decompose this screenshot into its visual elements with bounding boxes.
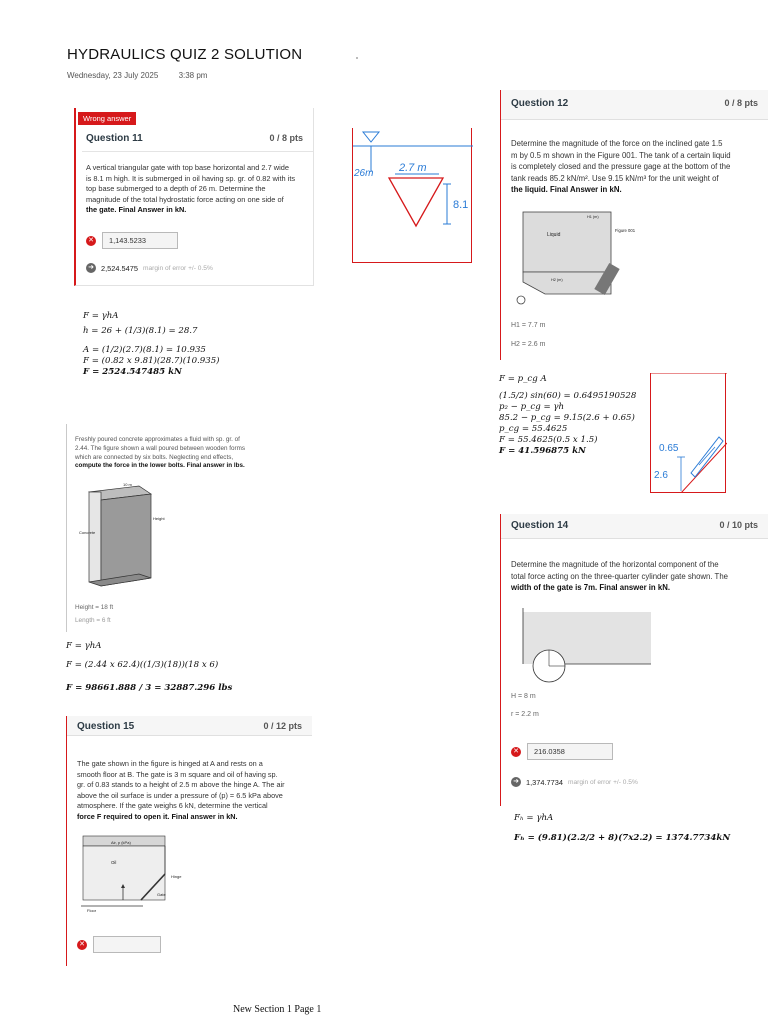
answer-input[interactable]: 216.0358: [527, 743, 613, 760]
question-points: 0 / 8 pts: [269, 133, 303, 143]
sketch-width-label: 2.7 m: [399, 162, 427, 174]
inclined-gate-sketch: [651, 373, 727, 493]
text-line: compute the force in the lower bolts. Final answer in lbs.: [75, 462, 245, 470]
oil-label: Oil: [111, 860, 117, 865]
text-line: above the oil surface is under a pressure of (p) = 6.5 kPa above: [77, 790, 283, 800]
q11-solution: [83, 311, 220, 378]
height-value: Height = 18 ft: [75, 604, 114, 611]
text-line: Determine the magnitude of the force on the inclined gate 1.5: [511, 139, 723, 148]
h-value: H = 8 m: [511, 693, 536, 700]
text-line: the liquid. Final Answer in kN.: [511, 185, 622, 195]
solution-result: F = 2524.547485 kN: [83, 367, 182, 377]
question-13-card: [66, 424, 306, 632]
text-line: The gate shown in the figure is hinged at A and rests on a: [77, 759, 263, 768]
question-11-card: [74, 108, 314, 286]
text-line: top base submerged to a depth of 26 m. Determine the: [86, 184, 266, 194]
text-line: is completely closed and the pressure gage at the bottom of the: [511, 162, 731, 172]
solution-line: p_cg = 55.4625: [499, 424, 568, 434]
question-points: 0 / 8 pts: [724, 98, 758, 108]
solution-line: p₂ − p_cg = γh: [499, 402, 565, 412]
tank-figure: [511, 202, 641, 307]
solution-result: Fₕ = (9.81)(2.2/2 + 8)(7x2.2) = 1374.7734kN: [514, 833, 731, 843]
margin-of-error: margin of error +/- 0.5%: [568, 778, 638, 786]
solution-line: F = 55.4625(0.5 x 1.5): [499, 435, 598, 445]
solution-line: F = p_cg A: [499, 374, 547, 384]
liquid-label: Liquid: [547, 232, 561, 238]
question-points: 0 / 12 pts: [263, 721, 302, 731]
question-14-card: [500, 514, 768, 806]
wrong-answer-tag: Wrong answer: [78, 112, 136, 125]
correct-answer-row: [86, 263, 213, 273]
r-value: r = 2.2 m: [511, 711, 539, 718]
solution-line: 85.2 − p_cg = 9.15(2.6 + 0.65): [499, 413, 635, 423]
question-title: Question 14: [511, 520, 569, 531]
your-answer-row: [86, 232, 178, 249]
q11-sketch: [352, 128, 472, 263]
text-line: which are connected by six bolts. Neglecting end effects,: [75, 453, 234, 461]
divider: [82, 151, 313, 152]
correct-answer: 1,374.7734: [526, 777, 563, 787]
floor-label: Floor: [87, 908, 97, 913]
length-value: Length = 6 ft: [75, 617, 111, 624]
sketch-b-label: 2.6: [654, 470, 668, 481]
time-text: 3:38 pm: [178, 71, 208, 80]
text-line: magnitude of the total hydrostatic force acting on one side of: [86, 194, 284, 204]
text-line: gr. of 0.83 stands to a height of 2.5 m above the hinge A. The air: [77, 780, 285, 790]
text-line: total force acting on the three-quarter cylinder gate shown. The: [511, 571, 728, 581]
wrong-x-icon: ✕: [511, 747, 521, 757]
text-line: is 8.1 m high. It is submerged in oil having sp. gr. of 0.82 with its: [86, 173, 296, 183]
concrete-label: Concrete: [79, 530, 96, 535]
text-line: smooth floor at B. The gate is 3 m square and oil of having sp.: [77, 769, 278, 779]
answer-input[interactable]: [93, 936, 161, 953]
text-line: atmosphere. If the gate weighs 6 kN, determine the vertical: [77, 801, 268, 811]
question-points: 0 / 10 pts: [719, 520, 758, 530]
figure-label: Figure 001: [615, 228, 636, 233]
h2-label: H2 (m): [551, 278, 563, 282]
solution-line: F = (0.82 x 9.81)(28.7)(10.935): [83, 356, 220, 366]
solution-result: F = 98661.888 / 3 = 32887.296 lbs: [66, 683, 233, 693]
gate-label: Gate: [157, 892, 166, 897]
q12-solution: [499, 374, 636, 457]
question-15-card: [66, 716, 312, 966]
q14-solution: [514, 813, 730, 844]
q13-solution: [66, 641, 232, 694]
solution-line: h = 26 + (1/3)(8.1) = 28.7: [83, 326, 198, 336]
arrow-right-icon: ➜: [86, 263, 96, 273]
sketch-a-label: 0.65: [659, 443, 679, 454]
text-line: 2.44. The figure shown a wall poured between wooden forms: [75, 444, 246, 452]
question-title: Question 11: [86, 133, 143, 144]
text-line: width of the gate is 7m. Final answer in kN.: [511, 583, 670, 593]
h1-label: H1 (m): [587, 215, 599, 219]
q12-sketch: [650, 373, 726, 493]
cylinder-gate-figure: [511, 608, 651, 686]
question-text: [511, 138, 731, 196]
date-text: Wednesday, 23 July 2025: [67, 71, 159, 80]
text-line: the gate. Final Answer in kN.: [86, 205, 187, 215]
sketch-depth-label: 26m: [354, 168, 374, 179]
solution-line: F = γhA: [83, 311, 119, 321]
text-line: force F required to open it. Final answer in kN.: [77, 811, 238, 821]
height-label: Height: [153, 516, 165, 521]
question-header: [511, 520, 758, 531]
text-line: tank reads 85.2 kN/m². Use 9.15 kN/m³ for the unit weight of: [511, 173, 719, 183]
sketch-height-label: 8.1: [453, 199, 469, 211]
solution-line: (1.5/2) sin(60) = 0.6495190528: [499, 391, 637, 401]
solution-result: F = 41.596875 kN: [499, 446, 586, 456]
text-line: m by 0.5 m shown in the Figure 001. The tank of a certain liquid: [511, 150, 731, 160]
solution-line: Fₕ = γhA: [514, 813, 554, 823]
question-title: Question 15: [77, 721, 135, 732]
hinged-gate-figure: [81, 834, 191, 914]
question-title: Question 12: [511, 98, 569, 109]
text-line: Determine the magnitude of the horizontal component of the: [511, 560, 719, 569]
h2-value: H2 = 2.6 m: [511, 341, 546, 348]
page-footer: New Section 1 Page 1: [233, 1004, 322, 1015]
question-text: [77, 759, 285, 823]
solution-line: F = (2.44 x 62.4)((1/3)(18))(18 x 6): [66, 660, 219, 670]
question-text: [511, 559, 728, 594]
question-header: [511, 98, 758, 109]
length-label: 10 m: [123, 482, 132, 487]
arrow-right-icon: ➜: [511, 777, 521, 787]
air-label: Air, p (kPa): [111, 840, 131, 845]
triangle-gate-sketch: [353, 128, 473, 263]
text-line: A vertical triangular gate with top base horizontal and 2.7 wide: [86, 163, 289, 172]
question-12-card: [500, 90, 768, 360]
page-date: [67, 71, 225, 80]
answer-input[interactable]: 1,143.5233: [102, 232, 178, 249]
solution-line: F = γhA: [66, 641, 102, 651]
margin-of-error: margin of error +/- 0.5%: [143, 264, 213, 272]
your-answer-row: [77, 936, 161, 953]
question-header: [86, 133, 303, 144]
question-text: [75, 436, 245, 471]
h1-value: H1 = 7.7 m: [511, 322, 546, 329]
text-line: Freshly poured concrete approximates a fluid with sp. gr. of: [75, 436, 240, 443]
correct-answer-row: [511, 777, 638, 787]
page-title: HYDRAULICS QUIZ 2 SOLUTION: [67, 46, 303, 63]
question-header: [77, 721, 302, 732]
wrong-x-icon: ✕: [86, 236, 96, 246]
hinge-label: Hinge: [171, 874, 182, 879]
correct-answer: 2,524.5475: [101, 263, 138, 273]
question-text: [86, 163, 295, 216]
concrete-wall-figure: [79, 478, 169, 598]
solution-line: A = (1/2)(2.7)(8.1) = 10.935: [83, 345, 206, 355]
wrong-x-icon: ✕: [77, 940, 87, 950]
your-answer-row: [511, 743, 613, 760]
stray-dot: [356, 57, 358, 59]
